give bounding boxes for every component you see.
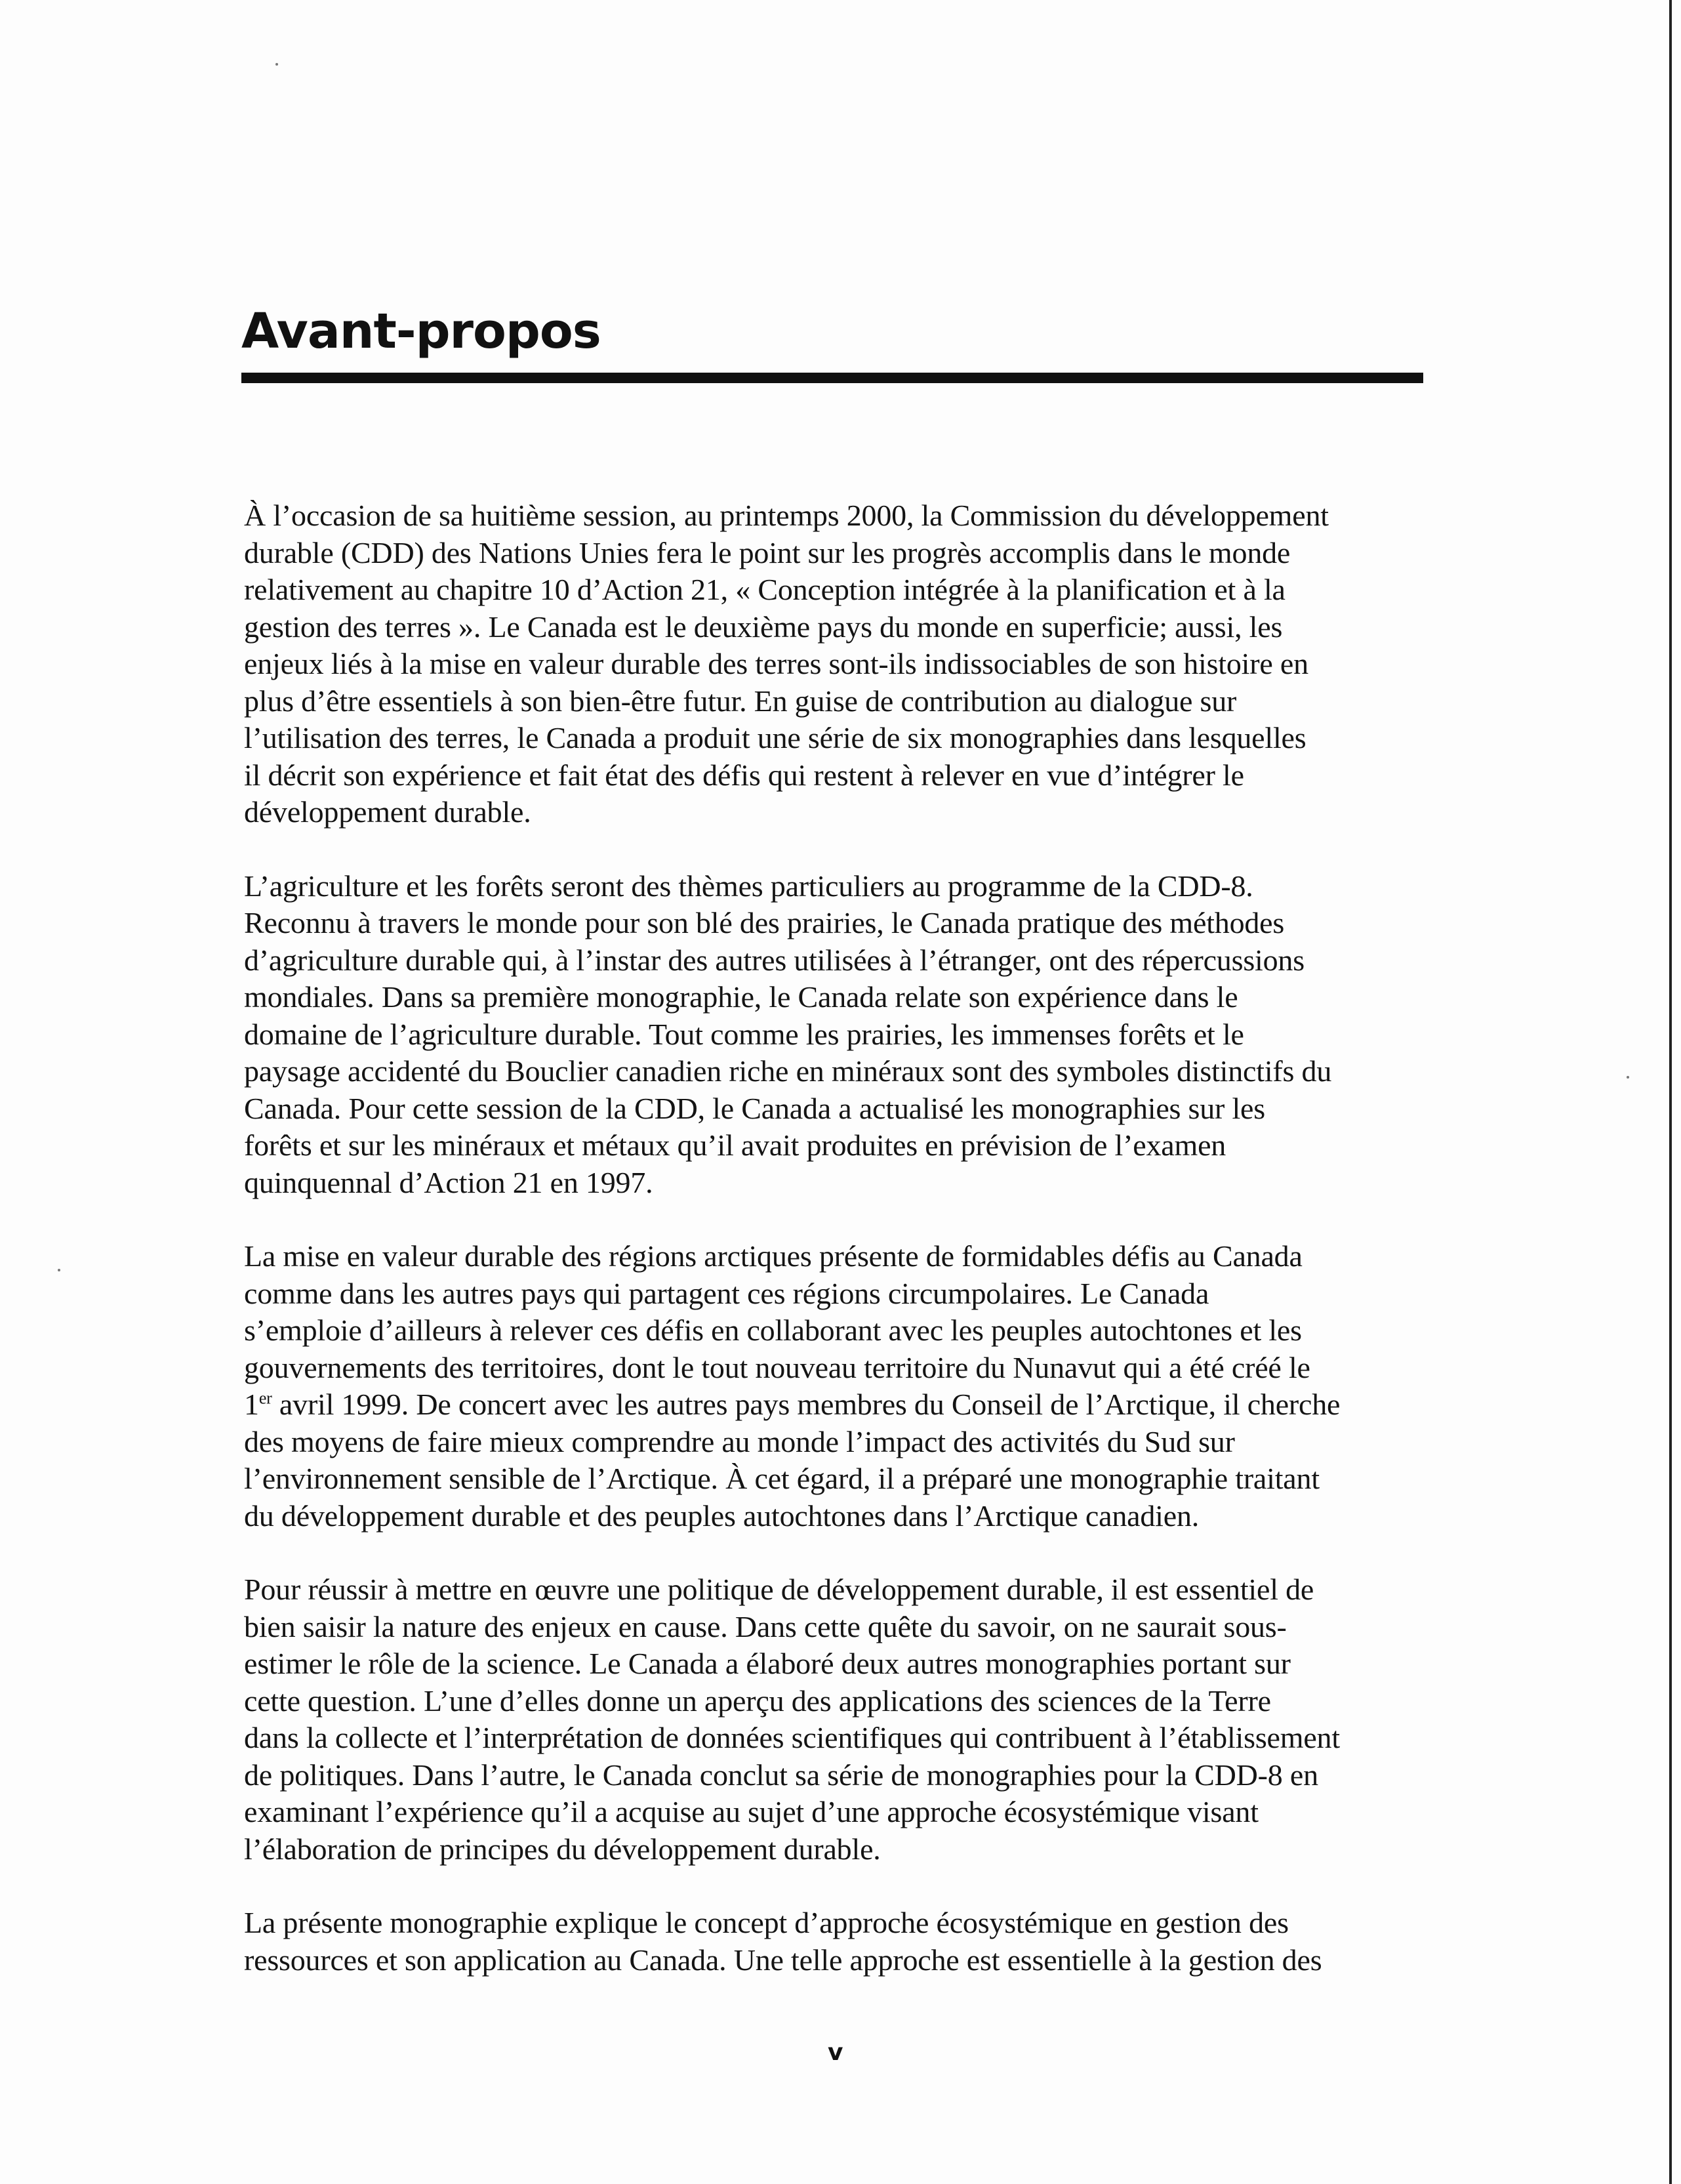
page-title: Avant-propos <box>241 303 601 360</box>
paragraph-1: À l’occasion de sa huitième session, au printemps 2000, la Commission du développement durable (CDD) des Nations Unies fera le point sur les progrès accomplis dans le monde relativement au chapitre 10 d’Action 21, « Conception intégrée à la planification et à la gestion des terres ». Le Canada est le deuxième pays du monde en superficie; aussi, les enjeux liés à la mise en valeur durable des terres sont-ils indissociables de son histoire en plus d’être essentiels à son bien-être futur. En guise de contribution au dialogue sur l’utilisation des terres, le Canada a produit une série de six monographies dans lesquelles il décrit son expérience et fait état des défis qui restent à relever en vue d’intégrer le développement durable. <box>244 499 1329 829</box>
paragraph-3-part-2: avril 1999. De concert avec les autres pays membres du Conseil de l’Arctique, il cherche des moyens de faire mieux comprendre au monde l’impact des activités du Sud sur l’environnement sensible de l’Arctique. À cet égard, il a préparé une monographie traitant du développement durable et des peuples autochtones dans l’Arctique canadien. <box>244 1388 1341 1533</box>
scan-speck <box>275 63 278 66</box>
paragraph-2: L’agriculture et les forêts seront des thèmes particuliers au programme de la CDD-8. Reconnu à travers le monde pour son blé des prairies, le Canada pratique des méthodes d’agriculture durable qui, à l’instar des autres utilisées à l’étranger, ont des répercussions mondiales. Dans sa première monographie, le Canada relate son expérience dans le domaine de l’agriculture durable. Tout comme les prairies, les immenses forêts et le paysage accidenté du Bouclier canadien riche en minéraux sont des symboles distinctifs du Canada. Pour cette session de la CDD, le Canada a actualisé les monographies sur les forêts et sur les minéraux et métaux qu’il avait produites en prévision de l’examen quinquennal d’Action 21 en 1997. <box>244 869 1332 1199</box>
paragraph-4: Pour réussir à mettre en œuvre une politique de développement durable, il est essentiel de bien saisir la nature des enjeux en cause. Dans cette quête du savoir, on ne saurait sous- estimer le rôle de la science. Le Canada a élaboré deux autres monographies portant sur cette question. L’une d’elles donne un aperçu des applications des sciences de la Terre dans la collecte et l’interprétation de données scientifiques qui contribuent à l’établissement de politiques. Dans l’autre, le Canada conclut sa série de monographies pour la CDD-8 en examinant l’expérience qu’il a acquise au sujet d’une approche écosystémique visant l’élaboration de principes du développement durable. <box>244 1573 1340 1866</box>
body-text <box>244 497 1425 2015</box>
ordinal-superscript: er <box>258 1388 272 1408</box>
paragraph-3-part-1: La mise en valeur durable des régions arctiques présente de formidables défis au Canada comme dans les autres pays qui partagent ces régions circumpolaires. Le Canada s’emploie d’ailleurs à relever ces défis en collaborant avec les peuples autochtones et les gouvernements des territoires, dont le tout nouveau territoire du Nunavut qui a été créé le 1 <box>244 1239 1310 1421</box>
scan-edge <box>1669 0 1672 2184</box>
page-number: v <box>828 2039 843 2066</box>
title-rule <box>241 373 1423 383</box>
scan-speck <box>1627 1076 1629 1079</box>
scan-speck <box>58 1269 60 1271</box>
paragraph-3 <box>244 1238 1425 1535</box>
paragraph-5: La présente monographie explique le concept d’approche écosystémique en gestion des ressources et son application au Canada. Une telle approche est essentielle à la gestion des <box>244 1906 1322 1977</box>
